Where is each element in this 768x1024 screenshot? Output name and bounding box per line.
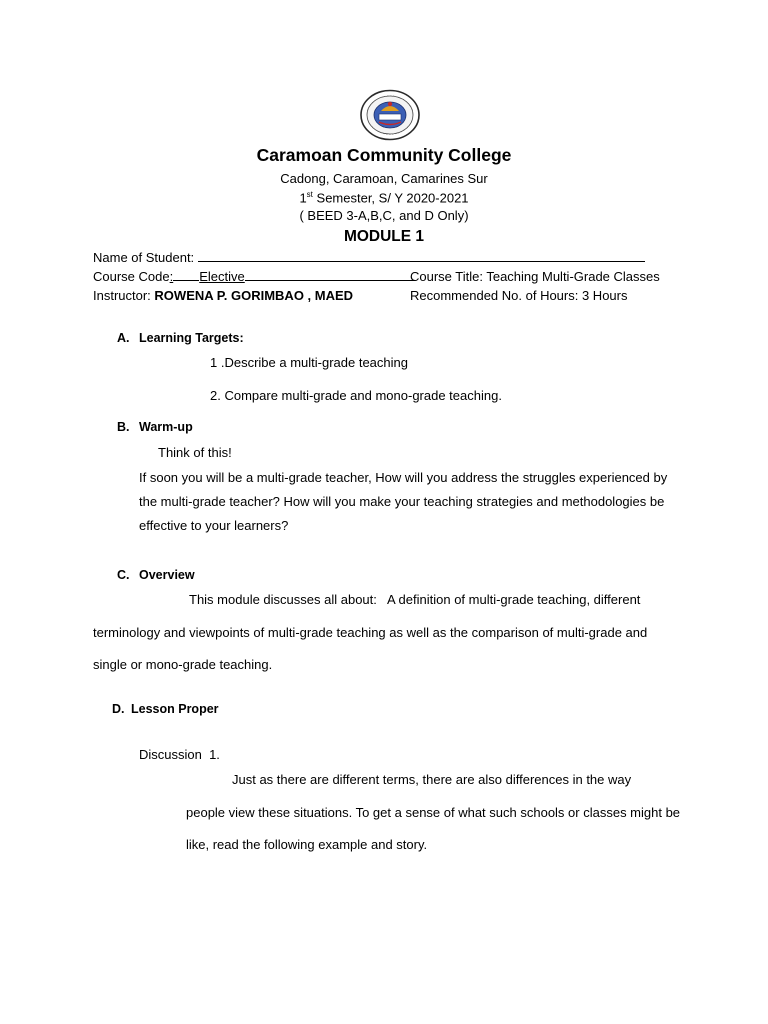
instructor-label: Instructor: [93, 288, 155, 303]
course-title: Course Title: Teaching Multi-Grade Classes [410, 269, 660, 284]
lesson-line-2: people view these situations. To get a sense of what such schools or classes might be [186, 805, 681, 820]
student-name-label: Name of Student: [93, 250, 198, 265]
college-seal-icon [359, 89, 421, 141]
instructor-name: ROWENA P. GORIMBAO , MAED [154, 288, 354, 303]
learning-target-1: 1 .Describe a multi-grade teaching [210, 355, 408, 370]
warmup-prompt: Think of this! [158, 445, 232, 460]
section-b-letter: B. [117, 420, 130, 434]
lesson-line-1: Just as there are different terms, there are also differences in the way [232, 772, 632, 787]
discussion-label: Discussion 1. [139, 747, 220, 762]
lesson-line-3: like, read the following example and story. [186, 837, 428, 852]
section-a-title: Learning Targets: [139, 331, 244, 345]
section-d-title: Lesson Proper [131, 702, 219, 716]
section-c-title: Overview [139, 568, 195, 582]
student-name-row [93, 250, 645, 265]
section-d-heading [112, 702, 219, 716]
course-code-value: Elective [199, 269, 245, 284]
section-b-title: Warm-up [139, 420, 193, 434]
college-address: Cadong, Caramoan, Camarines Sur [280, 171, 488, 186]
overview-line-1: This module discusses all about: A definition of multi-grade teaching, different [189, 592, 641, 607]
learning-target-2: 2. Compare multi-grade and mono-grade teaching. [210, 388, 502, 403]
section-b-heading [117, 420, 193, 434]
course-code-underline-pad [173, 269, 199, 281]
student-name-blank[interactable] [198, 250, 645, 262]
warmup-line-3: effective to your learners? [139, 518, 289, 533]
overview-line-3: single or mono-grade teaching. [93, 657, 273, 672]
semester-line [0, 190, 768, 205]
section-a-letter: A. [117, 331, 130, 345]
module-title: MODULE 1 [343, 228, 425, 245]
course-code-underline-fill [245, 269, 415, 281]
semester-suffix: st [306, 190, 313, 199]
program-line: ( BEED 3-A,B,C, and D Only) [299, 208, 469, 223]
semester-number: 1 [299, 190, 307, 206]
semester-text: Semester, S/ Y 2020-2021 [312, 190, 469, 206]
section-c-heading [117, 568, 195, 582]
section-a-heading [117, 331, 244, 345]
warmup-line-1: If soon you will be a multi-grade teacher, How will you address the struggles experienced by [139, 470, 668, 485]
recommended-hours: Recommended No. of Hours: 3 Hours [410, 288, 628, 303]
section-d-letter: D. [112, 702, 125, 716]
warmup-line-2: the multi-grade teacher? How will you make your teaching strategies and methodologies be [139, 494, 665, 509]
course-code-row [93, 269, 415, 284]
course-code-colon: : [169, 269, 174, 284]
college-name: Caramoan Community College [256, 145, 512, 165]
course-code-label: Course Code [93, 269, 170, 284]
section-c-letter: C. [117, 568, 130, 582]
instructor-row [93, 288, 353, 303]
overview-line-2: terminology and viewpoints of multi-grade teaching as well as the comparison of multi-grade and [93, 625, 648, 640]
